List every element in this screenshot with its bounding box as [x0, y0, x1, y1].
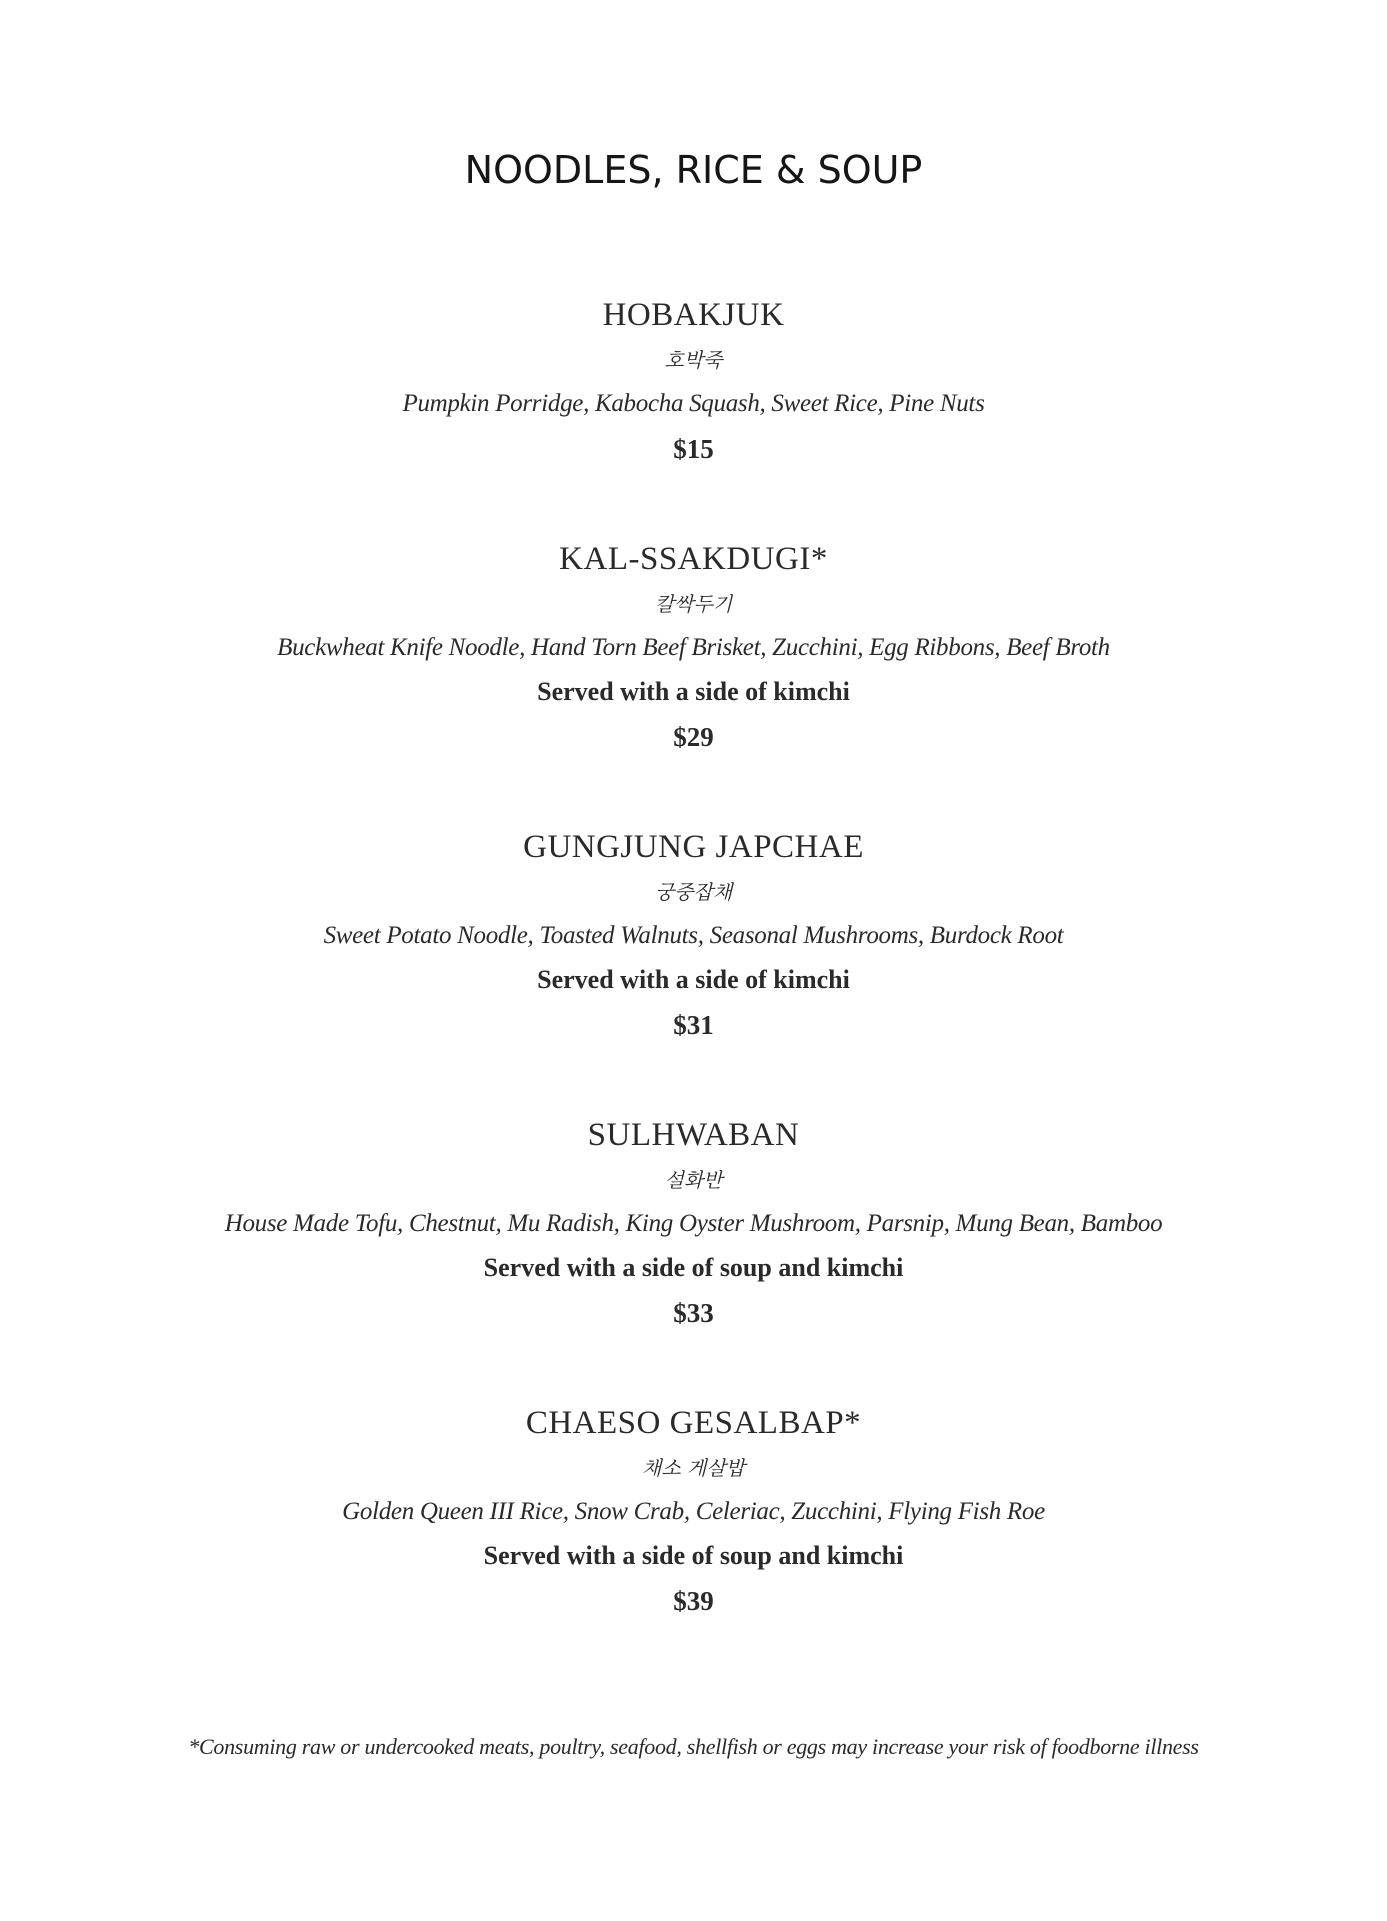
item-description: Buckwheat Knife Noodle, Hand Torn Beef Brisket, Zucchini, Egg Ribbons, Beef Broth — [277, 634, 1110, 661]
menu-item-hobakjuk — [0, 292, 1387, 472]
item-price: $31 — [673, 1010, 714, 1040]
item-name: HOBAKJUK — [602, 297, 785, 333]
menu-item-gungjung-japchae — [0, 824, 1387, 1048]
menu-item-chaeso-gesalbap — [0, 1400, 1387, 1624]
item-price: $29 — [673, 722, 714, 752]
item-description: House Made Tofu, Chestnut, Mu Radish, King Oyster Mushroom, Parsnip, Mung Bean, Bamboo — [224, 1210, 1163, 1237]
page-title: NOODLES, RICE & SOUP — [464, 148, 923, 192]
item-price: $33 — [673, 1298, 714, 1328]
item-price: $39 — [673, 1586, 714, 1616]
item-korean-name: 궁중잡채 — [654, 880, 733, 904]
item-description: Sweet Potato Noodle, Toasted Walnuts, Seasonal Mushrooms, Burdock Root — [323, 922, 1064, 949]
menu-item-kal-ssakdugi — [0, 536, 1387, 760]
item-side-note: Served with a side of kimchi — [537, 965, 850, 994]
foodborne-illness-disclaimer: *Consuming raw or undercooked meats, poultry, seafood, shellfish or eggs may increase your risk of foodborne illness — [188, 1734, 1199, 1759]
menu-item-sulhwaban — [0, 1112, 1387, 1336]
item-description: Golden Queen III Rice, Snow Crab, Celeriac, Zucchini, Flying Fish Roe — [342, 1498, 1045, 1525]
item-side-note: Served with a side of soup and kimchi — [483, 1253, 904, 1282]
item-korean-name: 칼싹두기 — [654, 592, 733, 616]
item-name: CHAESO GESALBAP* — [525, 1405, 862, 1441]
item-korean-name: 호박죽 — [664, 348, 723, 372]
item-side-note: Served with a side of soup and kimchi — [483, 1541, 904, 1570]
item-name: SULHWABAN — [587, 1117, 800, 1153]
item-description: Pumpkin Porridge, Kabocha Squash, Sweet Rice, Pine Nuts — [402, 390, 985, 417]
item-korean-name: 설화반 — [664, 1168, 723, 1192]
item-name: GUNGJUNG JAPCHAE — [523, 829, 864, 865]
item-name: KAL-SSAKDUGI* — [559, 541, 828, 577]
item-side-note: Served with a side of kimchi — [537, 677, 850, 706]
item-price: $15 — [673, 434, 714, 464]
item-korean-name: 채소 게살밥 — [642, 1456, 745, 1480]
